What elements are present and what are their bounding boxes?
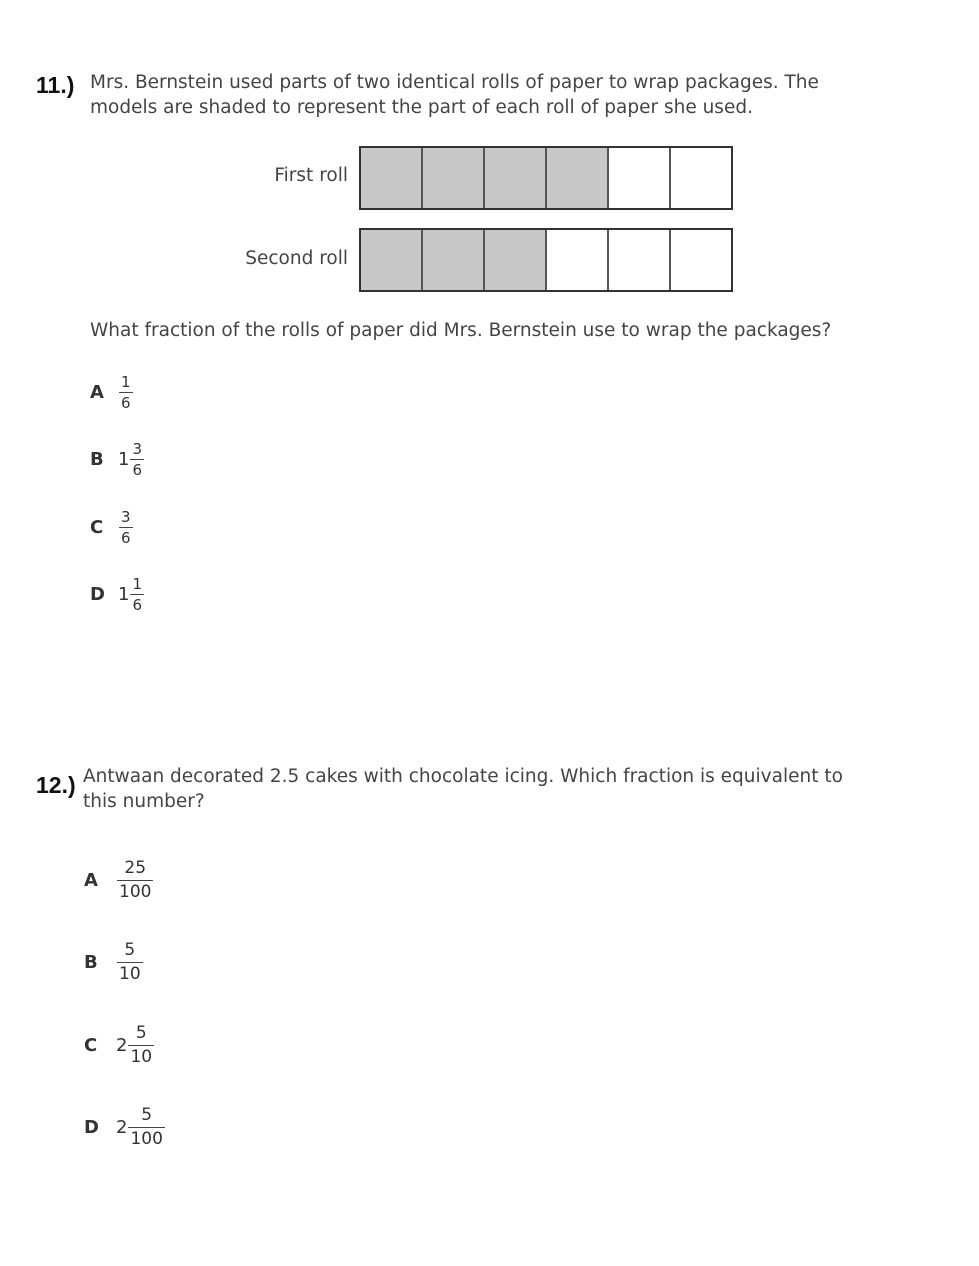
roll-cell [485, 230, 547, 290]
denominator: 6 [121, 529, 131, 547]
q11-choice-d[interactable] [90, 576, 144, 613]
roll-cell [423, 230, 485, 290]
denominator: 6 [121, 394, 131, 412]
roll-cell [547, 230, 609, 290]
question-12-stem-line-2: this number? [83, 791, 205, 812]
choice-whole: 1 [118, 584, 130, 605]
q12-choice-d[interactable] [84, 1106, 165, 1149]
choice-fraction [117, 859, 153, 902]
roll-cell [609, 230, 671, 290]
choice-letter: B [90, 449, 104, 470]
choice-letter: C [90, 517, 104, 538]
denominator: 100 [119, 882, 152, 902]
roll-cell [485, 148, 547, 208]
roll-cell [423, 148, 485, 208]
numerator: 5 [124, 940, 136, 960]
roll-cell [361, 148, 423, 208]
roll-cell [671, 148, 731, 208]
q12-choice-b[interactable] [84, 941, 143, 984]
choice-whole: 1 [118, 449, 130, 470]
roll-cell [609, 148, 671, 208]
fraction-bar [117, 880, 153, 881]
numerator: 3 [132, 440, 142, 458]
choice-whole: 2 [116, 1035, 128, 1056]
choice-fraction [130, 576, 144, 613]
numerator: 1 [132, 575, 142, 593]
choice-whole: 2 [116, 1117, 128, 1138]
fraction-bar [130, 594, 144, 595]
choice-fraction [117, 941, 143, 984]
question-12-number: 12.) [36, 772, 76, 798]
fraction-bar [117, 962, 143, 963]
choice-fraction [128, 1024, 154, 1067]
fraction-bar [130, 459, 144, 460]
denominator: 10 [130, 1047, 153, 1067]
q11-choice-a[interactable] [90, 374, 133, 411]
question-11-stem [90, 70, 930, 120]
question-11-stem-line-2: models are shaded to represent the part of each roll of paper she used. [90, 97, 753, 118]
choice-fraction [119, 374, 133, 411]
roll-cell [671, 230, 731, 290]
question-12-stem-line-1: Antwaan decorated 2.5 cakes with chocolate icing. Which fraction is equivalent to [83, 766, 843, 787]
choice-letter: B [84, 952, 98, 973]
denominator: 6 [132, 461, 142, 479]
choice-fraction [119, 509, 133, 546]
choice-fraction [128, 1106, 164, 1149]
choice-letter: D [90, 584, 105, 605]
denominator: 10 [119, 964, 141, 984]
numerator: 5 [141, 1105, 153, 1125]
choice-letter: A [90, 382, 104, 403]
numerator: 3 [121, 508, 131, 526]
numerator: 1 [121, 373, 131, 391]
choice-letter: A [84, 870, 98, 891]
q11-choice-c[interactable] [90, 509, 133, 546]
fraction-bar [119, 527, 133, 528]
fraction-bar [128, 1045, 154, 1046]
denominator: 6 [132, 596, 142, 614]
second-roll-model [359, 228, 733, 292]
question-12-stem [83, 764, 943, 814]
second-roll-label: Second roll [245, 248, 348, 269]
question-11-prompt: What fraction of the rolls of paper did Mrs. Bernstein use to wrap the packages? [90, 320, 832, 341]
first-roll-model [359, 146, 733, 210]
choice-letter: D [84, 1117, 99, 1138]
question-11-number: 11.) [36, 72, 75, 98]
first-roll-label: First roll [274, 165, 348, 186]
q12-choice-a[interactable] [84, 859, 153, 902]
q12-choice-c[interactable] [84, 1024, 154, 1067]
choice-letter: C [84, 1035, 98, 1056]
numerator: 25 [124, 858, 147, 878]
question-11-stem-line-1: Mrs. Bernstein used parts of two identical rolls of paper to wrap packages. The [90, 72, 819, 93]
denominator: 100 [130, 1129, 163, 1149]
fraction-bar [119, 392, 133, 393]
fraction-bar [128, 1127, 164, 1128]
roll-cell [361, 230, 423, 290]
roll-cell [547, 148, 609, 208]
choice-fraction [130, 441, 144, 478]
q11-choice-b[interactable] [90, 441, 144, 478]
numerator: 5 [135, 1023, 147, 1043]
